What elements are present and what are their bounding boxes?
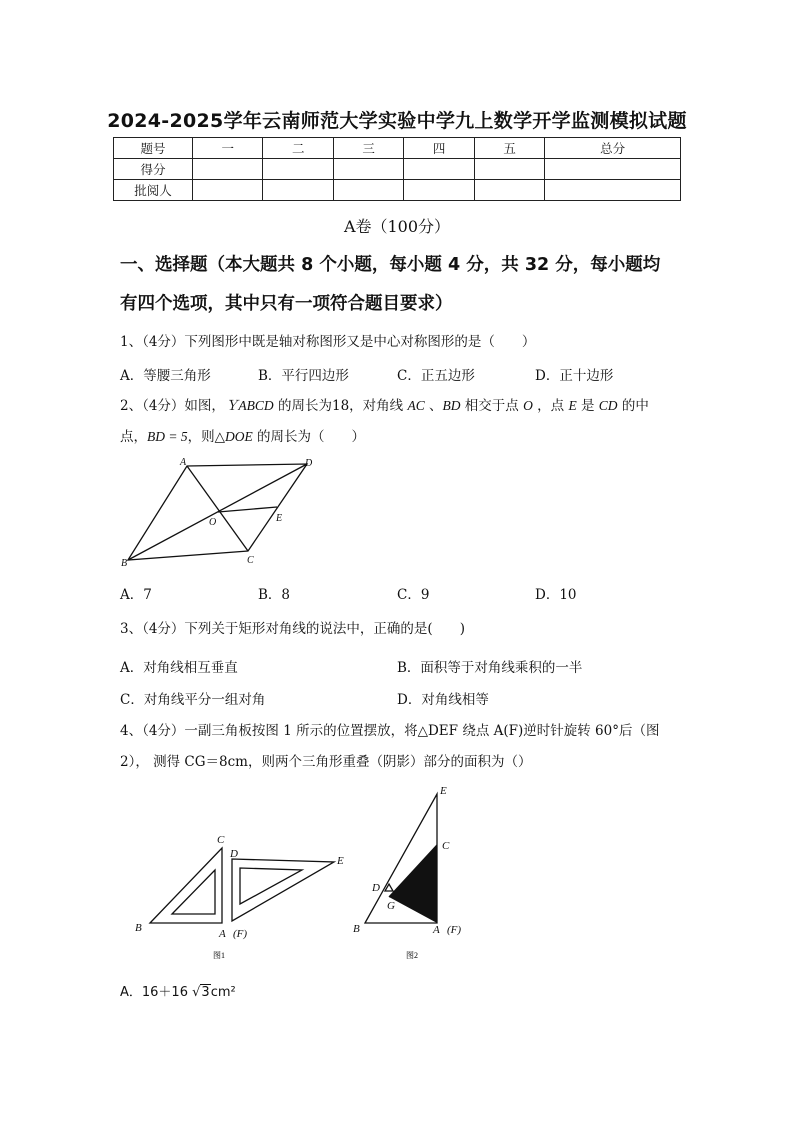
q3-option-c: C．对角线平分一组对角	[120, 692, 266, 708]
fig2-label-g: G	[387, 900, 395, 912]
score-table-row	[114, 159, 681, 180]
table-cell: 一	[193, 138, 263, 159]
question-1-text: 1、（4分）下列图形中既是轴对称图形又是中心对称图形的是（ ）	[120, 334, 536, 350]
fig2-label-b: B	[353, 923, 360, 935]
q3-option-d: D．对角线相等	[397, 692, 489, 708]
fig2-label-e: E	[440, 785, 447, 797]
label-a: A	[180, 457, 187, 468]
score-table	[113, 137, 681, 201]
segment-oe	[218, 507, 277, 512]
q2-math: ＹABCD	[224, 398, 274, 413]
part1-heading-line1: 一、选择题（本大题共 8 个小题，每小题 4 分，共 32 分，每小题均	[120, 255, 661, 275]
q3-option-b: B．面积等于对角线乘积的一半	[397, 660, 583, 676]
q3-option-a: A．对角线相互垂直	[120, 660, 238, 676]
q2-option-d: D．10	[535, 587, 577, 603]
q2-text: ，点	[532, 398, 569, 414]
q2-option-c: C．9	[397, 587, 430, 603]
q2-math: O	[523, 398, 533, 413]
fig2-label-d: D	[372, 882, 380, 894]
table-cell	[333, 159, 403, 180]
label-e: E	[276, 513, 283, 524]
table-cell: 题号	[114, 138, 193, 159]
q2-text: 点，	[120, 429, 147, 445]
q2-text: 是	[576, 398, 599, 414]
q4-option-a-prefix: A．16＋16	[120, 985, 188, 1000]
table-cell	[193, 180, 263, 201]
table-cell: 得分	[114, 159, 193, 180]
table-cell	[263, 159, 333, 180]
table-cell: 批阅人	[114, 180, 193, 201]
fig1-label-c: C	[217, 834, 225, 846]
inner-triangle-abc	[172, 870, 215, 914]
score-table-header-row	[114, 138, 681, 159]
section-a-title: A卷（100分）	[343, 217, 451, 236]
table-cell	[404, 159, 474, 180]
overlap-shaded-region	[389, 845, 437, 923]
q2-math: CD	[598, 398, 618, 413]
q2-math: AC	[407, 398, 425, 413]
part1-heading-line2: 有四个选项，其中只有一项符合题目要求）	[120, 294, 453, 314]
q2-text: 2、（4分）如图，	[120, 398, 225, 414]
q4-option-a-unit: cm²	[210, 985, 236, 1000]
q2-option-b: B．8	[258, 587, 291, 603]
table-cell	[263, 180, 333, 201]
outer-triangle-abc	[150, 848, 222, 923]
table-cell: 四	[404, 138, 474, 159]
q1-option-a: A．等腰三角形	[120, 368, 211, 384]
table-cell	[404, 180, 474, 201]
fig2-caption: 图2	[406, 951, 418, 960]
table-cell: 三	[333, 138, 403, 159]
fig2-label-f: (F)	[447, 924, 462, 936]
page-title: 2024-2025学年云南师范大学实验中学九上数学开学监测模拟试题	[107, 110, 687, 132]
q2-math: BD = 5	[147, 429, 188, 444]
fig1-label-e: E	[337, 855, 344, 867]
q4-option-a	[120, 981, 236, 1000]
table-cell: 二	[263, 138, 333, 159]
q2-text: ，则△	[187, 429, 225, 445]
label-b: B	[121, 558, 128, 569]
diagonal-bd	[128, 464, 307, 560]
fig1-label-d: D	[230, 848, 238, 860]
q2-text: 、	[424, 398, 443, 414]
label-c: C	[247, 555, 254, 566]
table-cell	[193, 159, 263, 180]
triangle-figure-1	[125, 825, 355, 965]
fig2-label-c: C	[442, 840, 450, 852]
fig1-caption: 图1	[213, 951, 225, 960]
score-table-row	[114, 180, 681, 201]
fig1-label-b: B	[135, 922, 142, 934]
q2-text: 的周长为（ ）	[252, 429, 366, 445]
table-cell	[333, 180, 403, 201]
q2-math: DOE	[225, 429, 253, 444]
table-cell	[474, 159, 544, 180]
question-2-line1	[120, 391, 680, 421]
q1-option-c: C．正五边形	[397, 368, 475, 384]
sqrt-symbol: √3	[192, 985, 210, 1000]
fig1-label-a: A	[219, 928, 226, 940]
q2-option-a: A．7	[120, 587, 152, 603]
table-cell	[474, 180, 544, 201]
q2-math: BD	[442, 398, 461, 413]
fig2-label-a: A	[433, 924, 440, 936]
table-cell	[545, 159, 681, 180]
question-2-line2	[120, 422, 680, 452]
question-4-line1: 4、（4分）一副三角板按图 1 所示的位置摆放，将△DEF 绕点 A(F)逆时针旋转 60°后（图	[120, 723, 660, 739]
question-3-text: 3、（4分）下列关于矩形对角线的说法中，正确的是( )	[120, 621, 465, 637]
label-o: O	[209, 517, 217, 528]
sqrt-radicand: 3	[201, 985, 210, 1000]
q2-text: 的中	[617, 398, 649, 414]
q2-text: 的周长为18，对角线	[273, 398, 408, 414]
question-4-line2: 2）， 测得 CG＝8cm，则两个三角形重叠（阴影）部分的面积为（）	[120, 754, 532, 770]
table-cell	[545, 180, 681, 201]
diagonal-ac	[187, 466, 248, 551]
fig1-label-f: (F)	[233, 928, 248, 940]
q1-option-b: B．平行四边形	[258, 368, 349, 384]
q2-text: 相交于点	[460, 398, 524, 414]
table-cell: 总分	[545, 138, 681, 159]
table-cell: 五	[474, 138, 544, 159]
q1-option-d: D．正十边形	[535, 368, 614, 384]
q2-math: E	[568, 398, 577, 413]
label-d: D	[305, 458, 313, 469]
triangle-figure-2	[345, 780, 485, 965]
parallelogram-figure	[115, 455, 325, 570]
